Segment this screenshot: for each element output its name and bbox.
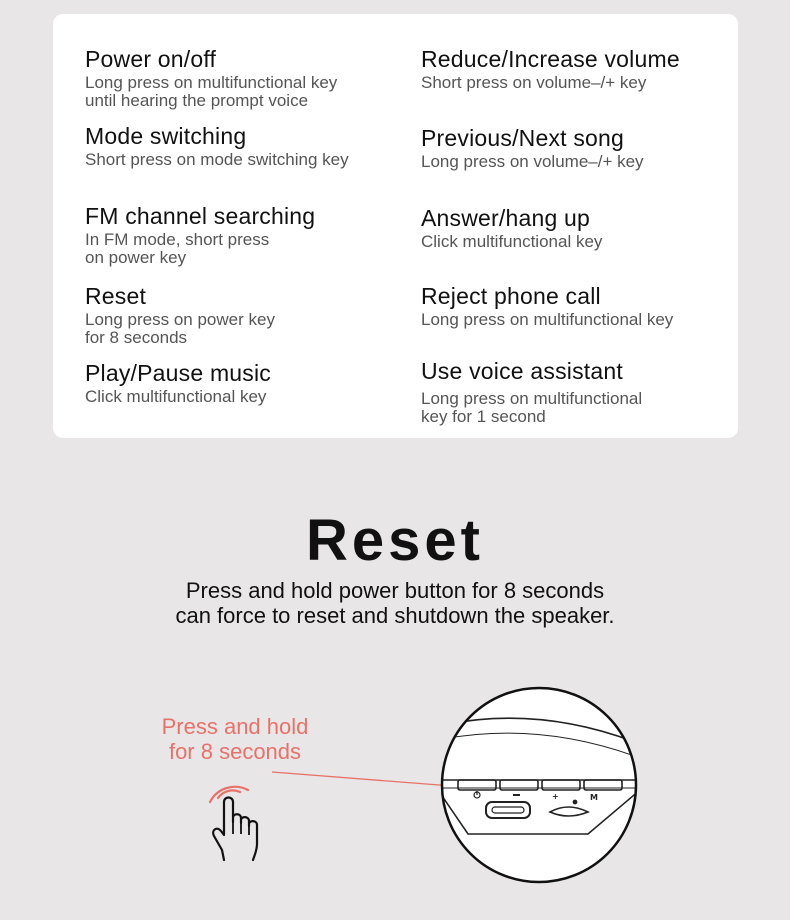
feature-title: Use voice assistant [421,358,623,384]
minus-icon [513,794,520,796]
feature-desc: Click multifunctional key [85,387,267,406]
press-hand-icon [200,772,272,866]
feature-desc: Long press on multifunctional key for 1 second [421,389,643,426]
feature-title: Reset [85,283,147,309]
feature-desc: Long press on multifunctional key until hearing the prompt voice [85,73,338,110]
feature-desc: Long press on power key for 8 seconds [85,310,275,347]
feature-desc: Short press on volume–/+ key [421,73,647,92]
feature-title: Answer/hang up [421,205,591,231]
speaker-closeup [438,684,640,886]
feature-title: Reject phone call [421,283,601,309]
feature-title: Previous/Next song [421,125,625,151]
feature-title: Mode switching [85,123,247,149]
feature-desc: Short press on mode switching key [85,150,349,169]
feature-title: FM channel searching [85,203,316,229]
press-hold-hint: Press and hold for 8 seconds [161,714,309,764]
feature-title: Reduce/Increase volume [421,46,680,72]
reset-description: Press and hold power button for 8 seconds can force to reset and shutdown the speaker. [175,578,615,628]
feature-desc: Long press on volume–/+ key [421,152,644,171]
feature-desc: Click multifunctional key [421,232,603,251]
feature-desc: In FM mode, short press on power key [85,230,270,267]
feature-title: Power on/off [85,46,217,72]
mode-m-icon: M [590,793,598,802]
plus-icon: + [552,792,559,801]
reset-heading: Reset [306,508,484,573]
feature-desc: Long press on multifunctional key [421,310,674,329]
feature-title: Play/Pause music [85,360,271,386]
